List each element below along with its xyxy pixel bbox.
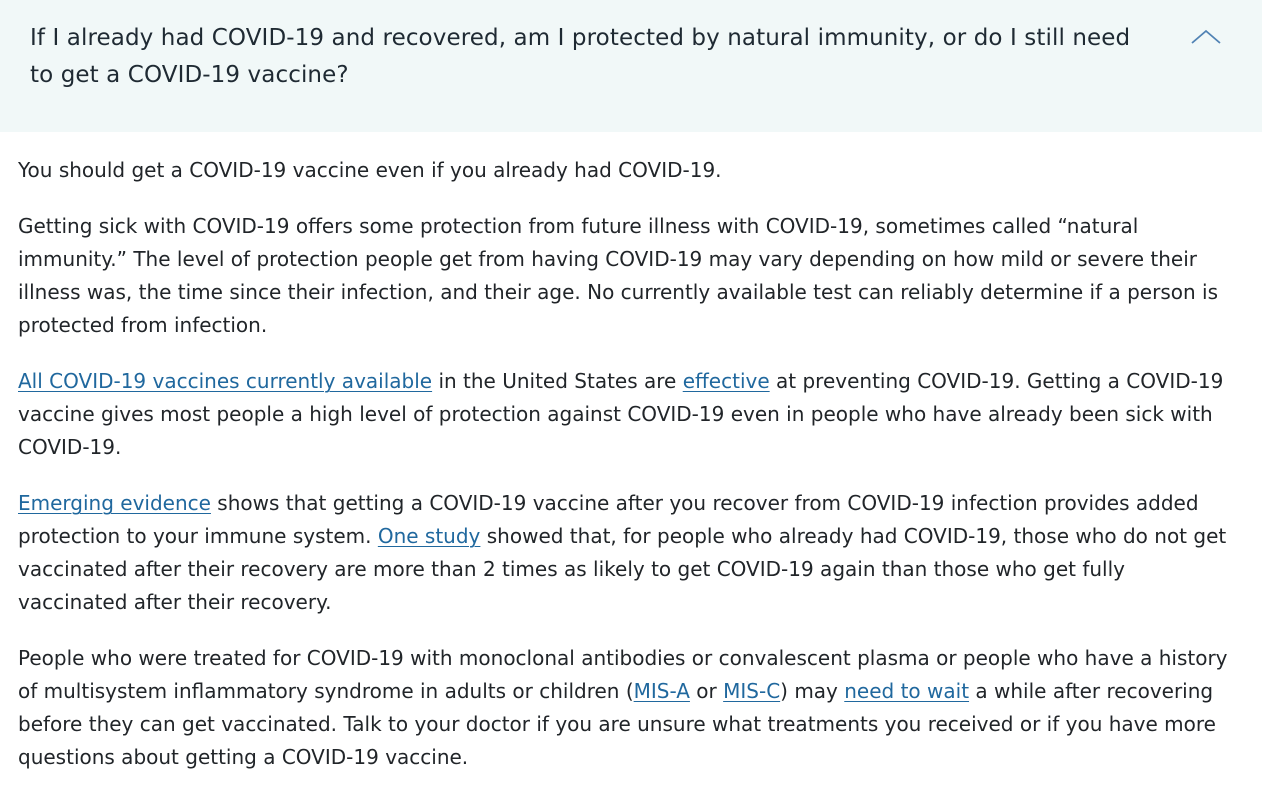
text-segment: showed that, for people who already had COVID-19, those who do not get vaccinated after their recovery are more than 2 times as likely to get COVID-19 again than those who get fully vaccinated after their recovery.: [18, 524, 1227, 614]
one-study-link[interactable]: One study: [377, 524, 481, 548]
chevron-up-icon[interactable]: [1190, 27, 1222, 47]
text-segment: at preventing COVID-19. Getting a COVID-19 vaccine gives most people a high level of protection against COVID-19 even in people who have already been sick with COVID-19.: [18, 369, 1224, 459]
need-to-wait-link[interactable]: need to wait: [844, 679, 970, 703]
text-segment: People who were treated for COVID-19 with monoclonal antibodies or convalescent plasma or people who have a history of multisystem inflammatory syndrome in adults or children (: [18, 646, 1228, 703]
text-segment: in the United States are: [432, 369, 683, 393]
effective-link[interactable]: effective: [682, 369, 770, 393]
text-segment: a while after recovering before they can get vaccinated. Talk to your doctor if you are unsure what treatments you received or if you have more questions about getting a COVID-19 vaccine.: [18, 679, 1216, 769]
text-segment: shows that getting a COVID-19 vaccine after you recover from COVID-19 infection provides added protection to your immune system.: [18, 491, 1199, 548]
text-segment: ) may: [780, 679, 845, 703]
text-segment: You should get a COVID-19 vaccine even if you already had COVID-19.: [18, 158, 722, 182]
text-segment: Getting sick with COVID-19 offers some protection from future illness with COVID-19, sometimes called “natural immunity.” The level of protection people get from having COVID-19 may vary depending on how mild or severe their illness was, the time since their infection, and their age. No currently available test can reliably determine if a person is protected from infection.: [18, 214, 1218, 337]
emerging-evidence-link[interactable]: Emerging evidence: [18, 491, 211, 515]
mis-c-link[interactable]: MIS-C: [723, 679, 781, 703]
answer-paragraph: [18, 365, 1240, 464]
answer-paragraph: [18, 642, 1240, 774]
all-covid-vaccines-link[interactable]: All COVID-19 vaccines currently available: [18, 369, 433, 393]
text-segment: or: [689, 679, 724, 703]
accordion-answer-panel: [0, 132, 1262, 774]
accordion-question-header[interactable]: [0, 0, 1262, 132]
answer-paragraph: [18, 210, 1240, 342]
accordion-question-text: If I already had COVID-19 and recovered, am I protected by natural immunity, or do I still need to get a COVID-19 vaccine?: [30, 25, 1131, 88]
answer-paragraph: [18, 487, 1240, 619]
mis-a-link[interactable]: MIS-A: [633, 679, 690, 703]
answer-paragraph: [18, 154, 1240, 187]
